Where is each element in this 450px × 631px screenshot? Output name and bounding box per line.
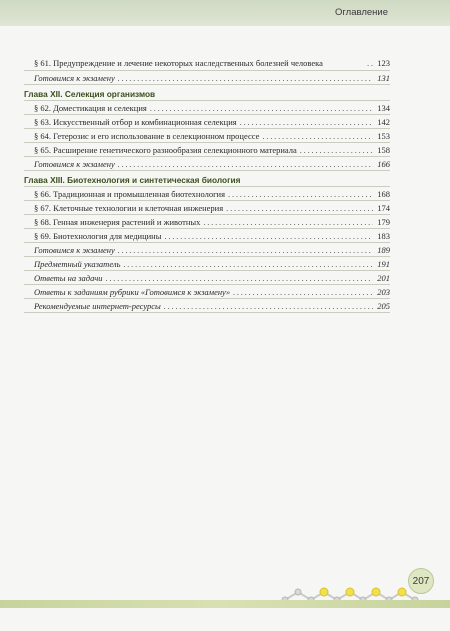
toc-entry-title: Ответы на задачи xyxy=(34,273,103,283)
leader-dots xyxy=(262,129,373,143)
toc-entry-page: 158 xyxy=(377,145,390,155)
section-title: Оглавление xyxy=(335,7,388,18)
toc-entry[interactable] xyxy=(24,271,390,285)
leader-dots xyxy=(150,101,373,115)
leader-dots xyxy=(164,229,373,243)
toc-entry-title: Готовимся к экзамену xyxy=(34,73,115,83)
toc-entry-title: § 61. Предупреждение и лечение некоторых наследственных болезней человека xyxy=(34,58,323,68)
toc-entry[interactable] xyxy=(24,285,390,299)
leader-dots xyxy=(240,115,373,129)
toc-entry-page: 201 xyxy=(377,273,390,283)
toc-entry-page: 191 xyxy=(377,259,390,269)
toc-entry[interactable] xyxy=(24,215,390,229)
toc-entry-page: 189 xyxy=(377,245,390,255)
page-number: 207 xyxy=(408,568,434,594)
chapter-heading[interactable]: Глава XII. Селекция организмов xyxy=(24,85,390,101)
toc-entry-title: Рекомендуемые интернет-ресурсы xyxy=(34,301,161,311)
toc-entry-title: § 69. Биотехнология для медицины xyxy=(34,231,162,241)
leader-dots xyxy=(118,157,373,171)
toc-entry-page: 179 xyxy=(377,217,390,227)
chapter-heading[interactable]: Глава XIII. Биотехнология и синтетическая биология xyxy=(24,171,390,187)
toc-entry-title: § 62. Доместикация и селекция xyxy=(34,103,147,113)
toc-entry[interactable] xyxy=(24,187,390,201)
leader-dots xyxy=(118,71,373,85)
leader-dots xyxy=(233,285,373,299)
toc-entry-title: § 68. Генная инженерия растений и животных xyxy=(34,217,201,227)
toc-entry[interactable] xyxy=(24,243,390,257)
toc-entry-page: 174 xyxy=(377,203,390,213)
leader-dots xyxy=(118,243,373,257)
table-of-contents xyxy=(24,44,390,313)
footer-bar xyxy=(0,600,450,608)
toc-entry[interactable] xyxy=(24,229,390,243)
toc-entry[interactable] xyxy=(24,157,390,171)
toc-entry[interactable] xyxy=(24,143,390,157)
toc-entry[interactable] xyxy=(24,101,390,115)
toc-entry-page: 123 xyxy=(377,58,390,68)
leader-dots xyxy=(164,299,373,313)
toc-entry-title: § 63. Искусственный отбор и комбинационная селекция xyxy=(34,117,237,127)
toc-entry-title: Предметный указатель xyxy=(34,259,121,269)
leader-dots xyxy=(203,215,373,229)
toc-entry[interactable] xyxy=(24,201,390,215)
toc-entry-title: Готовимся к экзамену xyxy=(34,159,115,169)
toc-entry-page: 153 xyxy=(377,131,390,141)
toc-entry[interactable] xyxy=(24,257,390,271)
leader-dots xyxy=(367,56,373,70)
toc-entry[interactable] xyxy=(24,299,390,313)
toc-entry-page: 131 xyxy=(377,73,390,83)
toc-entry[interactable] xyxy=(24,129,390,143)
toc-entry[interactable] xyxy=(24,115,390,129)
toc-entry-page: 203 xyxy=(377,287,390,297)
toc-entry-page: 183 xyxy=(377,231,390,241)
toc-entry-title: § 67. Клеточные технологии и клеточная инженерия xyxy=(34,203,224,213)
toc-entry-page: 134 xyxy=(377,103,390,113)
leader-dots xyxy=(226,201,373,215)
toc-entry[interactable] xyxy=(24,44,390,71)
toc-entry[interactable] xyxy=(24,71,390,85)
header-bar xyxy=(0,0,450,26)
leader-dots xyxy=(123,257,373,271)
toc-entry-page: 168 xyxy=(377,189,390,199)
leader-dots xyxy=(300,143,373,157)
toc-entry-page: 142 xyxy=(377,117,390,127)
toc-entry-title: Ответы к заданиям рубрики «Готовимся к экзамену» xyxy=(34,287,231,297)
toc-entry-title: § 64. Гетерозис и его использование в селекционном процессе xyxy=(34,131,260,141)
toc-entry-title: § 66. Традиционная и промышленная биотехнология xyxy=(34,189,226,199)
toc-entry-page: 166 xyxy=(377,159,390,169)
leader-dots xyxy=(106,271,373,285)
toc-entry-title: Готовимся к экзамену xyxy=(34,245,115,255)
toc-entry-title: § 65. Расширение генетического разнообразия селекционного материала xyxy=(34,145,297,155)
toc-entry-page: 205 xyxy=(377,301,390,311)
leader-dots xyxy=(228,187,373,201)
